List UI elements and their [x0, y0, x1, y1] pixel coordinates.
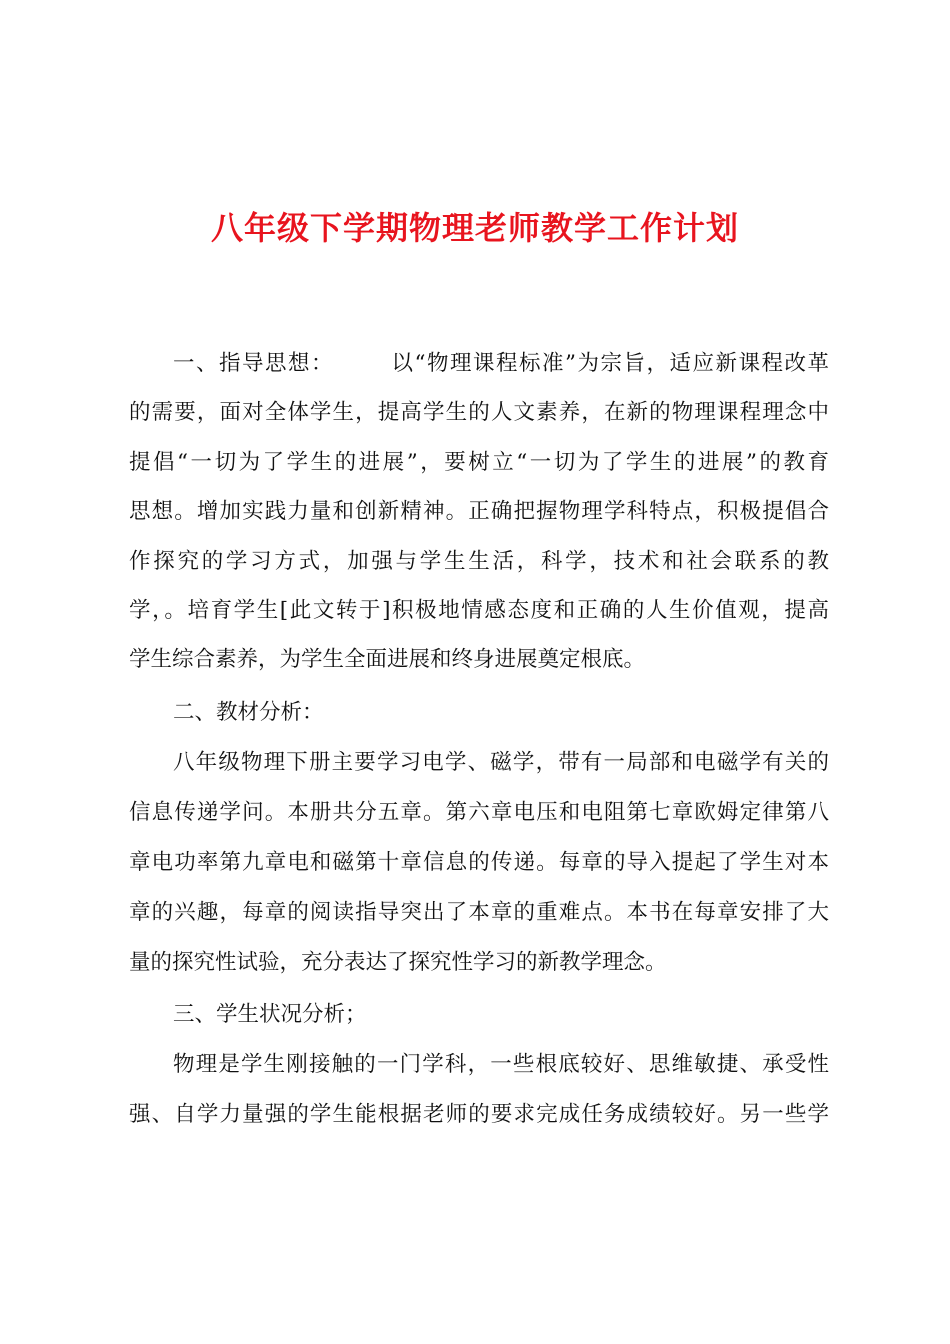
- paragraph-line: 作探究的学习方式，加强与学生生活，科学，技术和社会联系的教: [129, 549, 829, 574]
- document-title: 八年级下学期物理老师教学工作计划: [210, 209, 739, 247]
- paragraph-line: 章电功率第九章电和磁第十章信息的传递。每章的导入提起了学生对本: [129, 850, 829, 875]
- paragraph-line: 量的探究性试验，充分表达了探究性学习的新教学理念。: [129, 950, 667, 975]
- paragraph-line: 信息传递学问。本册共分五章。第六章电压和电阻第七章欧姆定律第八: [129, 800, 829, 825]
- paragraph-line: 章的兴趣，每章的阅读指导突出了本章的重难点。本书在每章安排了大: [129, 900, 829, 925]
- paragraph-line: 强、自学力量强的学生能根据老师的要求完成任务成绩较好。另一些学: [129, 1102, 829, 1127]
- paragraph-line: 八年级物理下册主要学习电学、磁学，带有一局部和电磁学有关的: [173, 750, 829, 775]
- paragraph-line: 学，。培育学生[此文转于]积极地情感态度和正确的人生价值观，提高: [129, 598, 829, 623]
- section-1-first-line: [173, 349, 829, 379]
- section-2-heading: 二、教材分析：: [173, 700, 324, 725]
- paragraph-line: 思想。增加实践力量和创新精神。正确把握物理学科特点，积极提倡合: [129, 499, 829, 524]
- section-1-heading: 一、指导思想：: [173, 351, 334, 376]
- paragraph-line: 提倡“一切为了学生的进展”，要树立“一切为了学生的进展”的教育: [129, 450, 829, 475]
- paragraph-line: 的需要，面对全体学生，提高学生的人文素养，在新的物理课程理念中: [129, 400, 829, 425]
- paragraph-line: 学生综合素养，为学生全面进展和终身进展奠定根底。: [129, 647, 646, 672]
- paragraph-line: 以“物理课程标准”为宗旨，适应新课程改革: [390, 351, 829, 376]
- section-3-heading: 三、学生状况分析；: [173, 1002, 367, 1027]
- paragraph-line: 物理是学生刚接触的一门学科，一些根底较好、思维敏捷、承受性: [173, 1052, 829, 1077]
